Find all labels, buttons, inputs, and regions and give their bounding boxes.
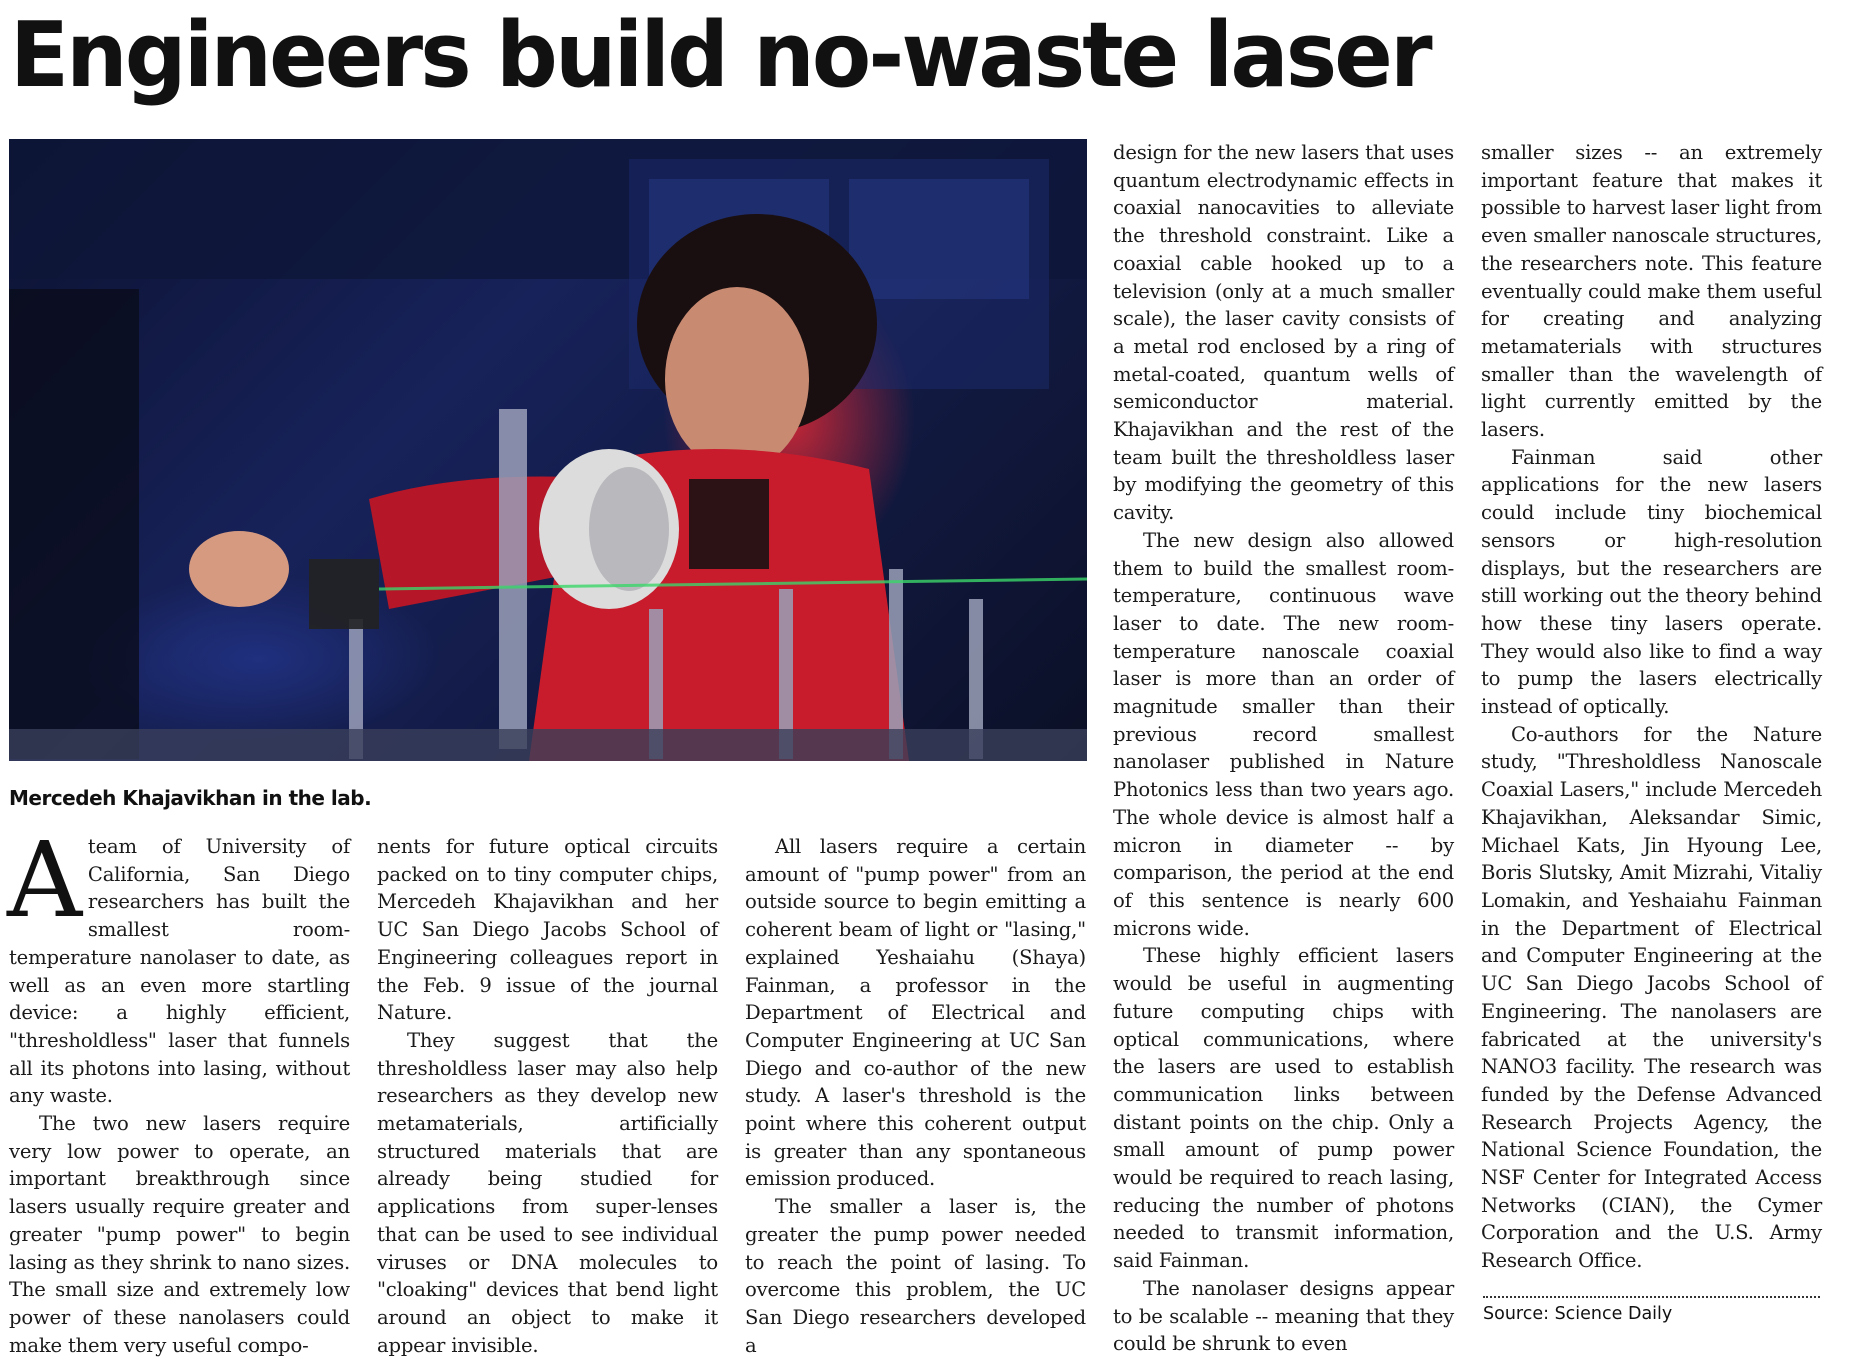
- paragraph-11: smaller sizes -- an extremely important feature that makes it possible to harvest laser light from even smaller nanoscale structures, the researchers note. This feature eventually could make them useful for creating and analyzing metamaterials with structures smaller than the wavelength of light currently emitted by the lasers.: [1481, 141, 1822, 442]
- paragraph-12: Fainman said other applications for the new lasers could include tiny biochemical sensors or high-resolution displays, but the researchers are still working out the theory behind how these tiny lasers operate. They would also like to find a way to pump the lasers electrically instead of optically.: [1481, 445, 1822, 719]
- paragraph-1-text: team of University of California, San Diego researchers has built the smallest room-temperature nanolaser to date, as well as an even more startling device: a highly efficient, "thresholdless" laser that funnels all its photons into lasing, without any waste.: [9, 835, 350, 1108]
- lab-photo-illustration: [9, 139, 1087, 761]
- paragraph-2: The two new lasers require very low power to operate, an important breakthrough since lasers usually require greater and greater "pump power" to begin lasing as they shrink to nano sizes. The small size and extremely low power of these nanolasers could make them very useful compo-: [9, 1112, 350, 1357]
- article-photo: [9, 139, 1087, 761]
- paragraph-3: nents for future optical circuits packed on to tiny computer chips, Mercedeh Khajavikhan and her UC San Diego Jacobs School of Engineering colleagues report in the Feb. 9 issue of the journal Nature.: [377, 835, 718, 1025]
- paragraph-4: They suggest that the thresholdless laser may also help researchers as they develop new metamaterials, artificially structured materials that are already being studied for applications from super-lenses that can be used to see individual viruses or DNA molecules to "cloaking" devices that bend light around an object to make it appear invisible.: [377, 1028, 718, 1357]
- article-column-4: [1113, 139, 1454, 1358]
- paragraph-13: Co-authors for the Nature study, "Thresholdless Nanoscale Coaxial Lasers," include Mercedeh Khajavikhan, Aleksandar Simic, Michael Kats, Jin Hyoung Lee, Boris Slutsky, Amit Mizrahi, Vitaliy Lomakin, and Yeshaiahu Fainman in the Department of Electrical and Computer Engineering at the UC San Diego Jacobs School of Engineering. The nanolasers are fabricated at the university's NANO3 facility. The research was funded by the Defense Advanced Research Projects Agency, the National Science Foundation, the NSF Center for Integrated Access Networks (CIAN), the Cymer Corporation and the U.S. Army Research Office.: [1481, 722, 1822, 1273]
- source-divider: [1483, 1296, 1820, 1298]
- article-column-3: [745, 833, 1086, 1359]
- article-column-5: [1481, 139, 1822, 1275]
- paragraph-9: These highly efficient lasers would be useful in augmenting future computing chips with optical communications, where the lasers are used to establish communication links between distant points on the chip. Only a small amount of pump power would be required to reach lasing, reducing the number of photons needed to transmit information, said Fainman.: [1113, 944, 1454, 1273]
- paragraph-6: The smaller a laser is, the greater the pump power needed to reach the point of lasing. To overcome this problem, the UC San Diego researchers developed a: [745, 1195, 1086, 1357]
- paragraph-7: design for the new lasers that uses quantum electrodynamic effects in coaxial nanocavities to alleviate the threshold constraint. Like a coaxial cable hooked up to a television (only at a much smaller scale), the laser cavity consists of a metal rod enclosed by a ring of metal-coated, quantum wells of semiconductor material. Khajavikhan and the rest of the team built the thresholdless laser by modifying the geometry of this cavity.: [1113, 141, 1454, 525]
- paragraph-5: All lasers require a certain amount of "pump power" from an outside source to begin emitting a coherent beam of light or "lasing," explained Yeshaiahu (Shaya) Fainman, a professor in the Department of Electrical and Computer Engineering at UC San Diego and co-author of the new study. A laser's threshold is the point where this coherent output is greater than any spontaneous emission produced.: [745, 835, 1086, 1191]
- paragraph-8: The new design also allowed them to build the smallest room-temperature, continuous wave laser to date. The new room-temperature nanoscale coaxial laser is more than an order of magnitude smaller than their previous record smallest nanolaser published in Nature Photonics less than two years ago. The whole device is almost half a micron in diameter -- by comparison, the period at the end of this sentence is nearly 600 microns wide.: [1113, 528, 1454, 940]
- article-column-2: [377, 833, 718, 1359]
- drop-cap: A: [7, 819, 82, 941]
- photo-caption: Mercedeh Khajavikhan in the lab.: [9, 786, 372, 810]
- headline: Engineers build no-waste laser: [10, 3, 1430, 108]
- source-credit: Source: Science Daily: [1483, 1304, 1673, 1324]
- paragraph-10: The nanolaser designs appear to be scalable -- meaning that they could be shrunk to even: [1113, 1276, 1454, 1356]
- paragraph-1: [7, 819, 350, 1110]
- article-column-1: [7, 819, 350, 1359]
